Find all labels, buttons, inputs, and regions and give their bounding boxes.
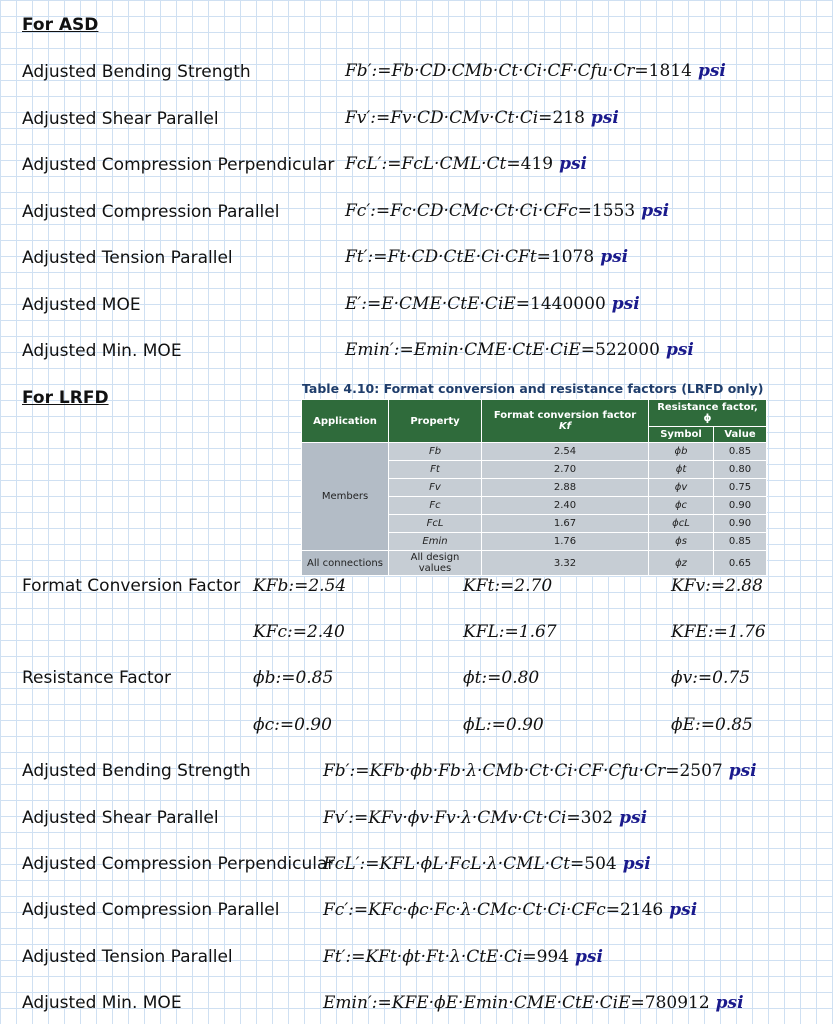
cell-symbol: ϕz	[649, 551, 714, 576]
col-value: Value	[714, 427, 767, 443]
cell-value: 0.75	[714, 479, 767, 497]
cell-value: 0.85	[714, 443, 767, 461]
phie-def[interactable]: ϕE:=0.85	[671, 715, 753, 735]
value: 504	[584, 854, 617, 874]
asd-label-comp-perp: Adjusted Compression Perpendicular	[22, 155, 335, 175]
asd-label-min-moe: Adjusted Min. MOE	[22, 341, 182, 361]
expr: Fb′:=KFb·ϕb·Fb·λ·CMb·Ct·Ci·CF·Cfu·Cr=	[323, 761, 680, 781]
asd-eq-min-moe[interactable]	[345, 340, 694, 360]
unit: psi	[715, 993, 744, 1013]
col-property: Property	[389, 400, 482, 443]
cell-k: 1.76	[482, 533, 649, 551]
value: 1440000	[530, 294, 606, 314]
cell-value: 0.65	[714, 551, 767, 576]
asd-eq-bending[interactable]	[345, 61, 726, 81]
value: 419	[520, 154, 554, 174]
table-caption: Table 4.10: Format conversion and resistance factors (LRFD only)	[302, 381, 764, 396]
lrfd-label-tension: Adjusted Tension Parallel	[22, 947, 233, 967]
kfv-def[interactable]: KFv:=2.88	[671, 576, 763, 596]
asd-eq-tension[interactable]	[345, 247, 628, 267]
expr: Fc′:=KFc·ϕc·Fc·λ·CMc·Ct·Ci·CFc=	[323, 900, 620, 920]
lrfd-label-bending: Adjusted Bending Strength	[22, 761, 251, 781]
lrfd-label-min-moe: Adjusted Min. MOE	[22, 993, 182, 1013]
cell-symbol: ϕcL	[649, 515, 714, 533]
cell-value: 0.85	[714, 533, 767, 551]
lrfd-eq-comp-par[interactable]	[323, 900, 697, 920]
cell-symbol: ϕt	[649, 461, 714, 479]
lrfd-heading: For LRFD	[22, 388, 109, 408]
asd-label-shear: Adjusted Shear Parallel	[22, 109, 219, 129]
cell-symbol: ϕc	[649, 497, 714, 515]
cell-property: All design values	[389, 551, 482, 576]
table-header-row-1	[302, 400, 767, 427]
lrfd-label-comp-par: Adjusted Compression Parallel	[22, 900, 280, 920]
expr: FcL′:=KFL·ϕL·FcL·λ·CML·Ct=	[323, 854, 585, 874]
phit-def[interactable]: ϕt:=0.80	[463, 668, 540, 688]
unit: psi	[619, 808, 648, 828]
unit: psi	[575, 947, 603, 967]
cell-symbol: ϕs	[649, 533, 714, 551]
lrfd-label-comp-perp: Adjusted Compression Perpendicular	[22, 854, 335, 874]
phic-def[interactable]: ϕc:=0.90	[253, 715, 332, 735]
expr: Emin′:=Emin·CME·CtE·CiE=	[345, 340, 596, 360]
expr: Emin′:=KFE·ϕE·Emin·CME·CtE·CiE=	[323, 993, 645, 1013]
kfl-def[interactable]: KFL:=1.67	[463, 622, 557, 642]
kft-def[interactable]: KFt:=2.70	[463, 576, 553, 596]
cell-value: 0.90	[714, 497, 767, 515]
members-cell: Members	[302, 443, 389, 551]
cell-k: 1.67	[482, 515, 649, 533]
value: 1553	[591, 201, 636, 221]
value: 302	[580, 808, 614, 828]
value: 2507	[679, 761, 723, 781]
cell-property: Ft	[389, 461, 482, 479]
expr: Ft′:=Ft·CD·CtE·Ci·CFt=	[345, 247, 551, 267]
lrfd-label-shear: Adjusted Shear Parallel	[22, 808, 219, 828]
lrfd-eq-min-moe[interactable]	[323, 993, 744, 1013]
cell-property: Fv	[389, 479, 482, 497]
table-row	[302, 551, 767, 576]
format-symbol: Kf	[558, 421, 572, 432]
phil-def[interactable]: ϕL:=0.90	[463, 715, 544, 735]
expr: Fc′:=Fc·CD·CMc·Ct·Ci·CFc=	[345, 201, 592, 221]
expr: Ft′:=KFt·ϕt·Ft·λ·CtE·Ci=	[323, 947, 537, 967]
value: 2146	[619, 900, 664, 920]
asd-label-moe: Adjusted MOE	[22, 295, 141, 315]
cell-property: Emin	[389, 533, 482, 551]
unit: psi	[622, 854, 651, 874]
asd-eq-comp-par[interactable]	[345, 201, 669, 221]
cell-application: All connections	[302, 551, 389, 576]
unit: psi	[669, 900, 698, 920]
value: 994	[536, 947, 570, 967]
lrfd-eq-bending[interactable]	[323, 761, 757, 781]
lrfd-eq-shear[interactable]	[323, 808, 647, 828]
cell-value: 0.80	[714, 461, 767, 479]
format-label: Format conversion factor	[493, 410, 637, 421]
cell-k: 2.40	[482, 497, 649, 515]
asd-label-bending: Adjusted Bending Strength	[22, 62, 251, 82]
unit: psi	[590, 108, 619, 128]
asd-heading: For ASD	[22, 15, 99, 35]
asd-label-comp-par: Adjusted Compression Parallel	[22, 202, 280, 222]
table-row	[302, 443, 767, 461]
expr: Fv′:=KFv·ϕv·Fv·λ·CMv·Ct·Ci=	[323, 808, 581, 828]
cell-symbol: ϕb	[649, 443, 714, 461]
col-format	[482, 400, 649, 443]
unit: psi	[641, 201, 670, 221]
value: 218	[552, 108, 585, 128]
asd-label-tension: Adjusted Tension Parallel	[22, 248, 233, 268]
unit: psi	[559, 154, 588, 174]
lrfd-eq-tension[interactable]	[323, 947, 603, 967]
value: 1814	[648, 61, 692, 81]
col-symbol: Symbol	[649, 427, 714, 443]
kfe-def[interactable]: KFE:=1.76	[671, 622, 766, 642]
unit: psi	[697, 61, 726, 81]
cell-value: 0.90	[714, 515, 767, 533]
value: 522000	[595, 340, 660, 360]
kfb-def[interactable]: KFb:=2.54	[253, 576, 347, 596]
cell-k: 2.88	[482, 479, 649, 497]
cell-k: 2.70	[482, 461, 649, 479]
expr: E′:=E·CME·CtE·CiE=	[345, 294, 531, 314]
unit: psi	[728, 761, 757, 781]
unit: psi	[611, 294, 640, 314]
value: 1078	[550, 247, 595, 267]
col-resistance: Resistance factor, ϕ	[649, 400, 767, 427]
format-conversion-label: Format Conversion Factor	[22, 576, 241, 596]
asd-eq-moe[interactable]	[345, 294, 640, 314]
expr: Fv′:=Fv·CD·CMv·Ct·Ci=	[345, 108, 553, 128]
asd-eq-shear[interactable]	[345, 108, 619, 128]
asd-eq-comp-perp[interactable]	[345, 154, 587, 174]
cell-symbol: ϕv	[649, 479, 714, 497]
unit: psi	[665, 340, 694, 360]
kfc-def[interactable]: KFc:=2.40	[253, 622, 345, 642]
phib-def[interactable]: ϕb:=0.85	[253, 668, 334, 688]
cell-property: Fb	[389, 443, 482, 461]
factors-table	[301, 399, 767, 576]
resistance-factor-label: Resistance Factor	[22, 668, 172, 688]
lrfd-eq-comp-perp[interactable]	[323, 854, 651, 874]
cell-property: FcL	[389, 515, 482, 533]
unit: psi	[600, 247, 629, 267]
phiv-def[interactable]: ϕv:=0.75	[671, 668, 751, 688]
expr: Fb′:=Fb·CD·CMb·Ct·Ci·CF·Cfu·Cr=	[345, 61, 649, 81]
value: 780912	[644, 993, 710, 1013]
expr: FcL′:=FcL·CML·Ct=	[345, 154, 521, 174]
cell-k: 3.32	[482, 551, 649, 576]
cell-k: 2.54	[482, 443, 649, 461]
cell-property: Fc	[389, 497, 482, 515]
col-application: Application	[302, 400, 389, 443]
